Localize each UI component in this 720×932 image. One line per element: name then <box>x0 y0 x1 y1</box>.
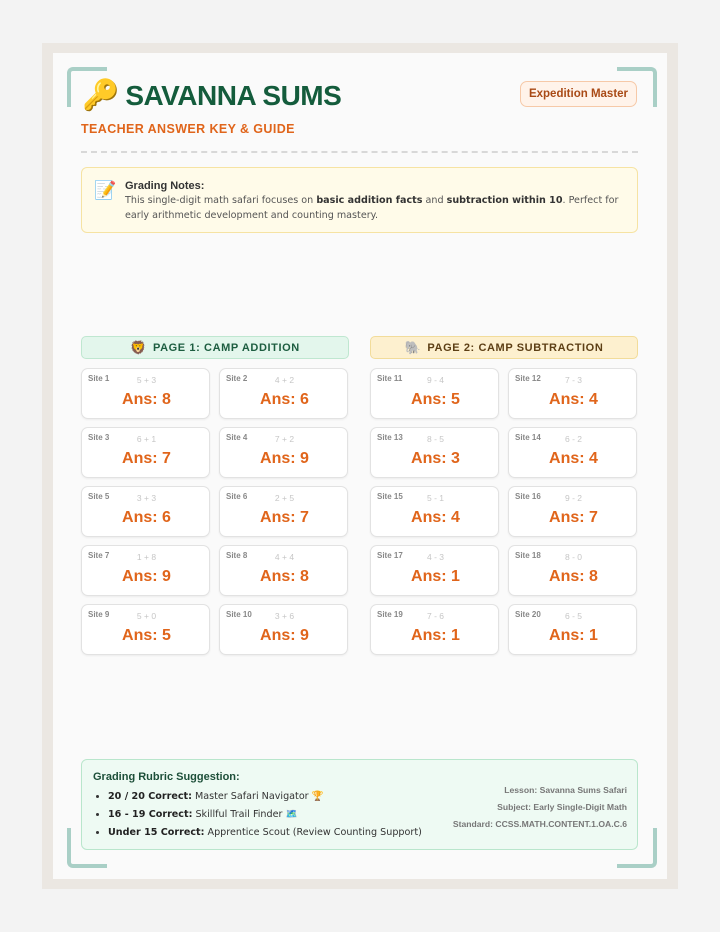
rubric-item: • 20 / 20 Correct: Master Safari Navigator 🏆 <box>108 788 422 806</box>
site-label: Site 6 <box>226 492 248 501</box>
problem-text: 7 - 6 <box>426 611 444 621</box>
answer-text: Ans: 9 <box>260 450 309 467</box>
site-label: Site 12 <box>515 374 541 383</box>
answer-card <box>508 368 637 419</box>
grading-rubric-box <box>81 759 638 850</box>
answer-card <box>508 427 637 478</box>
answer-text: Ans: 4 <box>549 391 598 408</box>
site-label: Site 15 <box>377 492 403 501</box>
answer-card <box>81 545 210 596</box>
answer-text: Ans: 4 <box>411 509 460 526</box>
problem-text: 3 + 3 <box>136 493 157 503</box>
problem-text: 3 + 6 <box>274 611 295 621</box>
answer-text: Ans: 7 <box>122 450 171 467</box>
problem-text: 9 - 2 <box>564 493 582 503</box>
answer-text: Ans: 7 <box>549 509 598 526</box>
answer-text: Ans: 8 <box>549 568 598 585</box>
site-label: Site 18 <box>515 551 541 560</box>
problem-text: 4 - 3 <box>426 552 444 562</box>
site-label: Site 20 <box>515 610 541 619</box>
problem-text: 5 + 3 <box>136 375 157 385</box>
site-label: Site 1 <box>88 374 110 383</box>
notes-bold-addition: basic addition facts <box>316 195 423 206</box>
lion-icon: 🦁 <box>130 339 147 355</box>
problem-text: 9 - 4 <box>426 375 444 385</box>
answer-card <box>508 604 637 655</box>
answer-card <box>81 427 210 478</box>
problem-text: 6 + 1 <box>136 434 157 444</box>
site-label: Site 11 <box>377 374 403 383</box>
answer-text: Ans: 5 <box>122 627 171 644</box>
answer-text: Ans: 8 <box>260 568 309 585</box>
page-title <box>82 80 341 112</box>
memo-icon: 📝 <box>94 180 117 200</box>
key-icon: 🔑 <box>82 79 120 112</box>
problem-text: 7 - 3 <box>564 375 582 385</box>
page-2-header <box>370 336 638 359</box>
site-label: Site 10 <box>226 610 252 619</box>
answer-card <box>219 427 348 478</box>
page-2-title: PAGE 2: CAMP SUBTRACTION <box>427 341 604 354</box>
site-label: Site 9 <box>88 610 110 619</box>
dashed-divider <box>81 151 638 153</box>
answer-text: Ans: 9 <box>122 568 171 585</box>
answer-card <box>370 545 499 596</box>
answer-card <box>508 486 637 537</box>
site-label: Site 13 <box>377 433 403 442</box>
answer-card <box>81 486 210 537</box>
site-label: Site 4 <box>226 433 248 442</box>
expedition-badge: Expedition Master <box>520 81 637 107</box>
lesson-standard: Standard: CCSS.MATH.CONTENT.1.OA.C.6 <box>452 819 627 829</box>
problem-text: 8 - 5 <box>426 434 444 444</box>
answer-text: Ans: 4 <box>549 450 598 467</box>
problem-text: 6 - 2 <box>564 434 582 444</box>
site-label: Site 5 <box>88 492 110 501</box>
answer-text: Ans: 3 <box>411 450 460 467</box>
page-1-header <box>81 336 349 359</box>
notes-bold-subtraction: subtraction within 10 <box>446 195 563 206</box>
answer-text: Ans: 6 <box>260 391 309 408</box>
answer-text: Ans: 8 <box>122 391 171 408</box>
lesson-subject: Subject: Early Single-Digit Math <box>497 802 627 812</box>
problem-text: 1 + 8 <box>136 552 157 562</box>
answer-card <box>370 604 499 655</box>
title-text: SAVANNA SUMS <box>125 80 342 111</box>
problem-text: 5 - 1 <box>426 493 444 503</box>
problem-text: 2 + 5 <box>274 493 295 503</box>
answer-text: Ans: 7 <box>260 509 309 526</box>
answer-card <box>370 368 499 419</box>
answer-card <box>219 545 348 596</box>
problem-text: 5 + 0 <box>136 611 157 621</box>
answer-text: Ans: 1 <box>549 627 598 644</box>
page-1-title: PAGE 1: CAMP ADDITION <box>152 341 300 354</box>
site-label: Site 17 <box>377 551 403 560</box>
answer-card <box>219 368 348 419</box>
answer-card <box>81 604 210 655</box>
grading-notes-box <box>81 167 638 233</box>
site-label: Site 19 <box>377 610 403 619</box>
problem-text: 6 - 5 <box>564 611 582 621</box>
grading-notes-title: Grading Notes: <box>125 180 205 192</box>
answer-card <box>370 486 499 537</box>
grading-notes-text: This single-digit math safari focuses on basic addition facts and subtraction within 10. Perfect for early arithmetic development and counting mastery. <box>125 195 619 221</box>
rubric-title: Grading Rubric Suggestion: <box>93 771 240 783</box>
problem-text: 7 + 2 <box>274 434 295 444</box>
site-label: Site 16 <box>515 492 541 501</box>
problem-text: 4 + 4 <box>274 552 295 562</box>
answer-card <box>219 486 348 537</box>
rubric-item: • 16 - 19 Correct: Skillful Trail Finder 🗺️ <box>108 806 422 824</box>
lesson-meta <box>453 782 627 833</box>
site-label: Site 2 <box>226 374 248 383</box>
answer-text: Ans: 6 <box>122 509 171 526</box>
answer-text: Ans: 1 <box>411 627 460 644</box>
answer-text: Ans: 9 <box>260 627 309 644</box>
site-label: Site 8 <box>226 551 248 560</box>
answer-card <box>81 368 210 419</box>
site-label: Site 3 <box>88 433 110 442</box>
answer-text: Ans: 1 <box>411 568 460 585</box>
answer-text: Ans: 5 <box>411 391 460 408</box>
problem-text: 4 + 2 <box>274 375 295 385</box>
page-subtitle: TEACHER ANSWER KEY & GUIDE <box>81 122 295 136</box>
lesson-name: Lesson: Savanna Sums Safari <box>504 785 627 795</box>
site-label: Site 14 <box>515 433 541 442</box>
rubric-list <box>93 788 422 842</box>
answer-card <box>219 604 348 655</box>
elephant-icon: 🐘 <box>404 339 422 355</box>
rubric-item: • Under 15 Correct: Apprentice Scout (Review Counting Support) <box>108 824 422 842</box>
answer-card <box>370 427 499 478</box>
problem-text: 8 - 0 <box>564 552 582 562</box>
site-label: Site 7 <box>88 551 110 560</box>
answer-card <box>508 545 637 596</box>
